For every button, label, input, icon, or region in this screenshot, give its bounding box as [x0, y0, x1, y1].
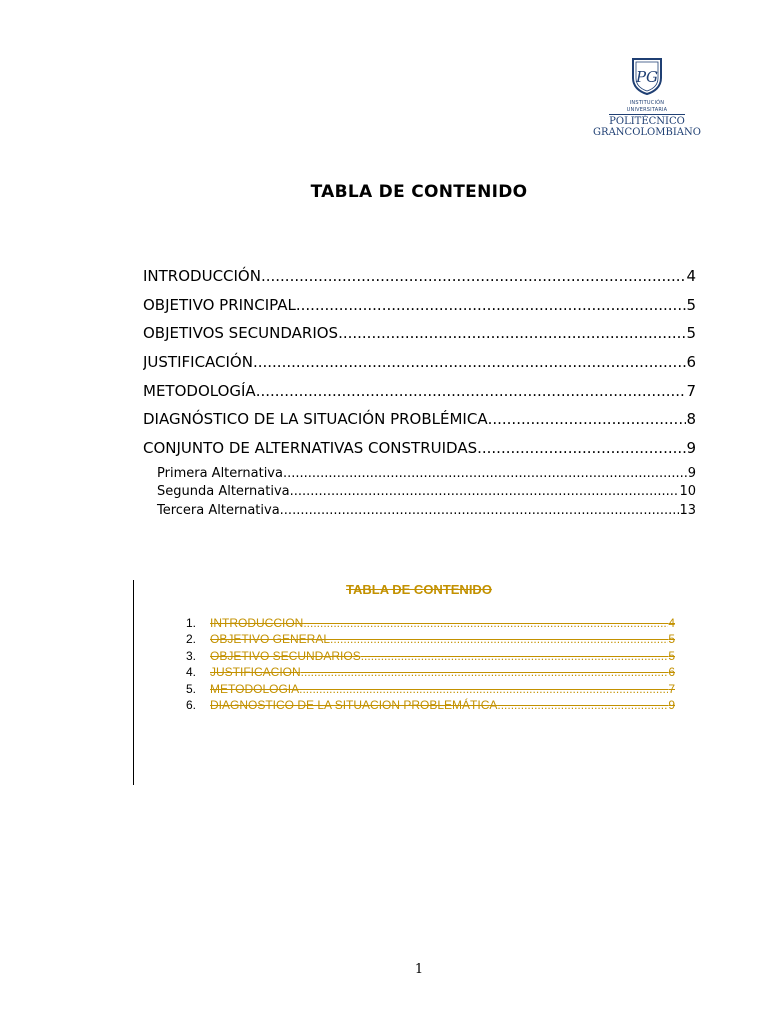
- toc-leader-dots: [256, 379, 687, 403]
- toc-leader-dots: [477, 436, 686, 460]
- toc-entry-page: 8: [686, 410, 696, 429]
- deleted-toc-entry: [186, 697, 675, 713]
- deleted-toc-list: [186, 615, 675, 713]
- toc-entry[interactable]: [143, 379, 696, 408]
- toc-entry-page: 6: [686, 353, 696, 372]
- institution-logo: [592, 56, 702, 138]
- deleted-toc-title: TABLA DE CONTENIDO: [346, 582, 492, 597]
- deleted-toc-entry: [186, 615, 675, 631]
- toc-subentry-label: Segunda Alternativa: [157, 484, 290, 500]
- toc-leader-dots: [338, 321, 686, 345]
- toc-subentry-label: Primera Alternativa: [157, 465, 283, 481]
- deleted-toc-label: OBJETIVO GENERAL: [210, 632, 331, 647]
- toc-leader-dots: [253, 350, 686, 374]
- deleted-toc-number: 1.: [186, 616, 197, 630]
- deleted-toc-number: 4.: [186, 665, 197, 680]
- toc-subentry[interactable]: [143, 465, 696, 484]
- logo-name-line1: POLITÉCNICO: [609, 116, 685, 127]
- deleted-toc-leader: [497, 697, 668, 713]
- toc-entry[interactable]: [143, 293, 696, 322]
- toc-entry-page: 5: [686, 324, 696, 343]
- deleted-toc-leader: [303, 615, 668, 631]
- logo-name-line2: GRANCOLOMBIANO: [593, 127, 701, 138]
- deleted-toc-page: 5: [668, 648, 675, 663]
- toc-entry[interactable]: [143, 321, 696, 350]
- toc-subentry-label: Tercera Alternativa: [157, 502, 280, 518]
- toc-entry[interactable]: [143, 350, 696, 379]
- toc-subentry[interactable]: [143, 502, 696, 521]
- deleted-toc-page: 9: [668, 697, 675, 712]
- toc-subentry-page: 10: [679, 484, 696, 500]
- deleted-toc-label: JUSTIFICACION: [210, 665, 301, 680]
- deleted-toc-page: 7: [668, 681, 675, 696]
- deleted-toc-entry: [186, 681, 675, 697]
- deleted-toc-page: 6: [668, 665, 675, 680]
- toc-entry[interactable]: [143, 264, 696, 293]
- logo-institution-line: INSTITUCIÓN UNIVERSITARIA: [609, 100, 685, 115]
- deleted-toc-number: 2.: [186, 632, 197, 647]
- deleted-toc-entry: [186, 631, 675, 647]
- change-bar: [133, 580, 134, 785]
- toc-leader-dots: [283, 465, 688, 483]
- toc-leader-dots: [280, 502, 680, 520]
- toc-entry-label: METODOLOGÍA: [143, 381, 256, 400]
- toc-entry-page: 5: [686, 295, 696, 314]
- toc-entry-label: JUSTIFICACIÓN: [143, 353, 253, 372]
- deleted-toc-entry: [186, 664, 675, 680]
- toc-subentry[interactable]: [143, 483, 696, 502]
- deleted-toc-label: OBJETIVO SECUNDARIOS: [210, 648, 361, 663]
- deleted-toc-number: 3.: [186, 648, 197, 663]
- toc-entry-label: CONJUNTO DE ALTERNATIVAS CONSTRUIDAS: [143, 439, 478, 458]
- toc-leader-dots: [488, 407, 687, 431]
- deleted-toc-entry: [186, 648, 675, 664]
- table-of-contents: [143, 264, 696, 520]
- toc-title: TABLA DE CONTENIDO: [310, 182, 528, 202]
- deleted-toc-page: 4: [668, 616, 675, 630]
- deleted-toc-leader: [301, 664, 669, 680]
- toc-entry-page: 4: [686, 267, 696, 285]
- toc-subentry-page: 13: [679, 502, 696, 518]
- deleted-toc-leader: [361, 648, 669, 664]
- toc-entry-page: 9: [686, 439, 696, 458]
- toc-entry-label: OBJETIVO PRINCIPAL: [143, 295, 296, 314]
- deleted-toc-label: METODOLOGIA: [210, 681, 300, 696]
- toc-leader-dots: [261, 264, 686, 288]
- toc-leader-dots: [290, 483, 680, 501]
- deleted-toc-leader: [330, 631, 668, 647]
- toc-entry-page: 7: [686, 381, 696, 400]
- page-number: 1: [414, 962, 424, 977]
- deleted-toc-label: INTRODUCCION: [210, 616, 304, 630]
- toc-entry-label: INTRODUCCIÓN: [143, 267, 261, 285]
- deleted-toc-number: 6.: [186, 697, 197, 712]
- logo-monogram: PG: [635, 68, 659, 86]
- toc-entry[interactable]: [143, 407, 696, 436]
- toc-entry-label: OBJETIVOS SECUNDARIOS: [143, 324, 339, 343]
- shield-icon: [630, 56, 664, 96]
- deleted-toc-page: 5: [668, 632, 675, 647]
- deleted-toc-label: DIAGNOSTICO DE LA SITUACION PROBLEMÁTICA: [210, 697, 498, 712]
- toc-entry[interactable]: [143, 436, 696, 465]
- toc-subentry-page: 9: [687, 465, 696, 481]
- deleted-toc-number: 5.: [186, 681, 197, 696]
- toc-leader-dots: [296, 293, 687, 317]
- deleted-toc-leader: [299, 681, 668, 697]
- toc-entry-label: DIAGNÓSTICO DE LA SITUACIÓN PROBLÉMICA: [143, 410, 488, 429]
